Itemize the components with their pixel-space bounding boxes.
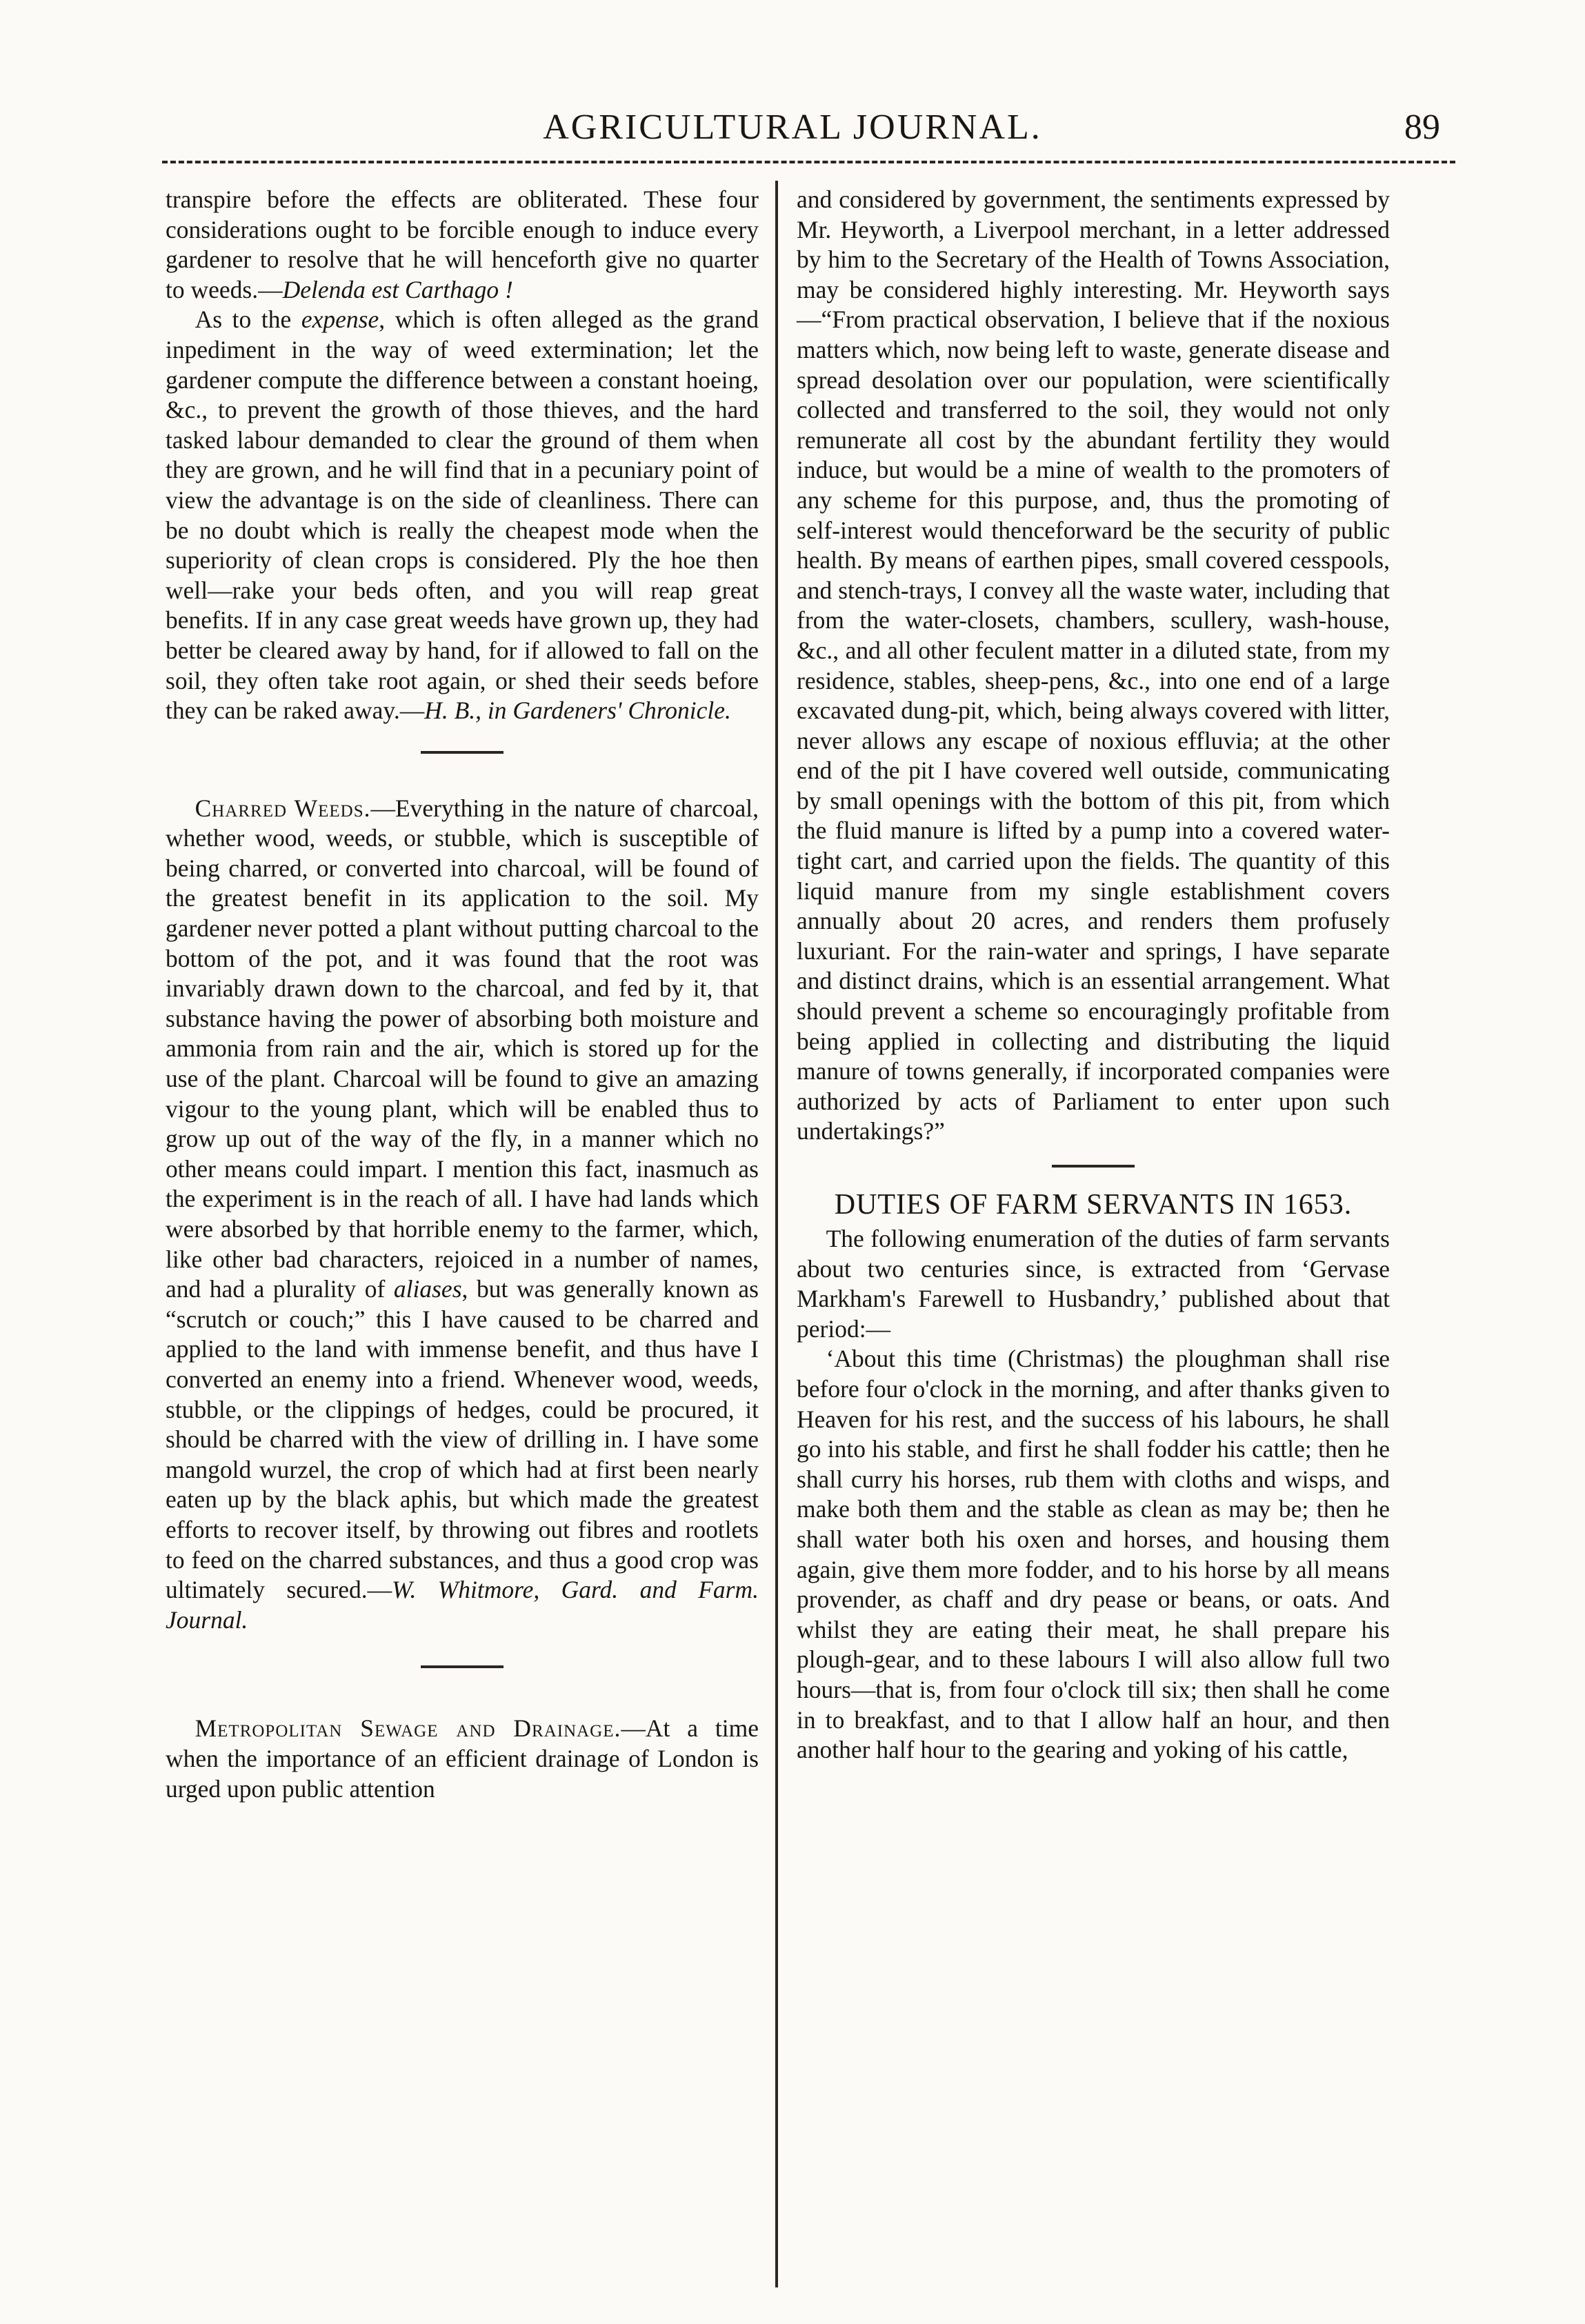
sewage-text: —At a time when the importance of an efficient drainage of London is urged upon public attention [166, 1714, 759, 1803]
expense-paragraph [166, 305, 759, 725]
sewage-continued: and considered by government, the sentiments expressed by Mr. Heyworth, a Liverpool merchant, in a letter addressed by him to the Secretary of the Health of Towns Association, may be considered highly interesting. Mr. Heyworth says—“From practical observation, I believe that if the noxious matters which, now being left to waste, generate disease and spread desolation over our population, were scientifically collected and transferred to the soil, they would not only remunerate all cost by the abundant fertility they would induce, but would be a mine of wealth to the promoters of any scheme for this purpose, and, thus the promoting of self-interest would thenceforward be the security of public health. By means of earthen pipes, small covered cesspools, and stench-trays, I convey all the waste water, including that from the water-closets, chambers, scullery, wash-house, &c., and all other feculent matter in a diluted state, from my residence, stables, sheep-pens, &c., into one end of a large excavated dung-pit, which, being always covered with litter, never allows any escape of noxious effluvia; at the other end of the pit I have covered well outside, communicating by small openings with the bottom of this pit, from which the fluid manure is lifted by a pump into a covered water-tight cart, and carried upon the fields. The quantity of this liquid manure from my single establishment covers annually about 20 acres, and renders them profusely luxuriant. For the rain-water and springs, I have separate and distinct drains, which is an essential arrangement. What should prevent a scheme so encouragingly profitable from being applied in collecting and distributing the liquid manure of towns generally, if incorporated companies were authorized by acts of Parliament to enter upon such undertakings?” [797, 186, 1390, 1145]
charred-weeds-article [166, 794, 759, 1636]
weeds-conclusion-motto: Delenda est Carthago ! [282, 275, 513, 303]
charred-weeds-aliases: aliases [393, 1275, 462, 1303]
header-rule [162, 161, 1455, 163]
running-head [0, 103, 1585, 159]
duties-heading: DUTIES OF FARM SERVANTS IN 1653. [834, 1189, 1353, 1221]
charred-weeds-title: Charred Weeds. [195, 794, 371, 822]
journal-title: AGRICULTURAL JOURNAL. [543, 108, 1042, 147]
expense-signature: H. B., in Gardeners' Chronicle. [424, 697, 731, 725]
weeds-conclusion [166, 185, 759, 305]
charred-weeds-signature: W. Whitmore, Gard. and Farm. Journal. [166, 1576, 759, 1634]
page-number: 89 [1404, 108, 1440, 147]
sewage-title: Metropolitan Sewage and Drainage. [195, 1714, 621, 1743]
right-column [797, 185, 1390, 1765]
section-rule [421, 751, 504, 754]
section-rule [421, 1665, 504, 1668]
column-divider [775, 181, 778, 2287]
expense-keyword: expense [301, 305, 379, 334]
section-rule [1052, 1165, 1135, 1168]
expense-text: , which is often alleged as the grand inpediment in the way of weed extermination; let the gardener compute the difference between a constant hoeing, &c., to prevent the growth of those thieves, and the hard tasked labour demanded to clear the ground of them when they are grown, and he will find that in a pecuniary point of view the advantage is on the side of cleanliness. There can be no doubt which is really the cheapest mode when the superiority of clean crops is considered. Ply the hoe then well—rake your beds often, and you will reap great benefits. If in any case great weeds have grown up, they had better be cleared away by hand, for if allowed to fall on the soil, they often take root again, or shed their seeds before they can be raked away.— [166, 305, 759, 725]
duties-quote: ‘About this time (Christmas) the ploughman shall rise before four o'clock in the morning, and after thanks given to Heaven for his rest, and the success of his labours, he shall go into his stable, and first he shall fodder his cattle; then he shall curry his horses, rub them with cloths and wisps, and make both them and the stable as clean as may be; then he shall water both his oxen and horses, and housing them again, give them more fodder, and to his horse by all means provender, as chaff and dry pease or beans, or oats. And whilst they are eating their meat, he shall prepare his plough-gear, and to these labours I will also allow full two hours—that is, from four o'clock till six; then shall he come in to breakfast, and to that I allow half an hour, and then another half hour to the gearing and yoking of his cattle, [797, 1345, 1390, 1764]
expense-lead: As to the [195, 305, 301, 334]
duties-intro: The following enumeration of the duties of farm servants about two centuries since, is extracted from ‘Gervase Markham's Farewell to Husbandry,’ published about that period:— [797, 1225, 1390, 1343]
charred-weeds-text-2: , but was generally known as “scrutch or couch;” this I have caused to be charred and applied to the land with immense benefit, and thus have I converted an enemy into a friend. Whenever wood, weeds, stubble, or the clippings of hedges, could be procured, it should be charred with the view of drilling in. I have some mangold wurzel, the crop of which had at first been nearly eaten up by the black aphis, but which made the greatest efforts to recover itself, by throwing out fibres and rootlets to feed on the charred substances, and thus a good crop was ultimately secured.— [166, 1275, 759, 1604]
weeds-conclusion-text: transpire before the effects are obliterated. These four considerations ought to be forcible enough to induce every gardener to resolve that he will henceforth give no quarter to weeds.— [166, 186, 759, 303]
charred-weeds-text-1: —Everything in the nature of charcoal, whether wood, weeds, or stubble, which is susceptible of being charred, or converted into charcoal, will be found of the greatest benefit in its application to the soil. My gardener never potted a plant without putting charcoal to the bottom of the pot, and it was found that the root was invariably drawn down to the charcoal, and fed by it, that substance having the power of absorbing both moisture and ammonia from rain and the air, which is stored up for the use of the plant. Charcoal will be found to give an amazing vigour to the young plant, which will be enabled thus to grow up out of the way of the fly, in a manner which no other means could impart. I mention this fact, inasmuch as the experiment is in the reach of all. I have had lands which were absorbed by that horrible enemy to the farmer, which, like other bad characters, rejoiced in a number of names, and had a plurality of [166, 794, 759, 1303]
left-column [166, 185, 759, 1804]
sewage-article [166, 1714, 759, 1804]
